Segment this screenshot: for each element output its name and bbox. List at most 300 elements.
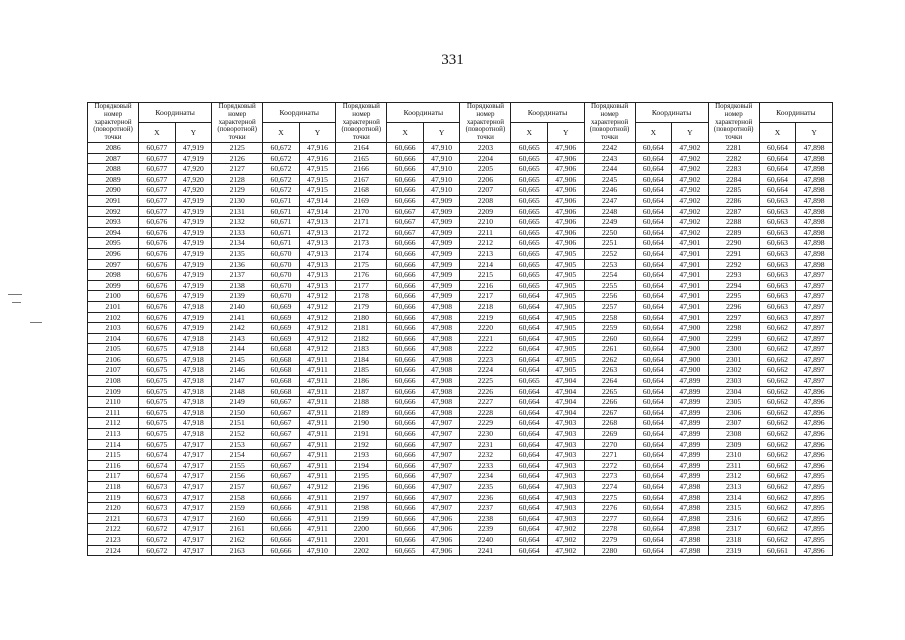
point-number-cell: 2217 bbox=[460, 291, 511, 302]
y-coordinate-cell: 47,896 bbox=[796, 439, 833, 450]
point-number-cell: 2265 bbox=[584, 386, 635, 397]
header-coordinates: Координаты bbox=[263, 103, 336, 123]
x-coordinate-cell: 60,665 bbox=[511, 217, 548, 228]
x-coordinate-cell: 60,677 bbox=[139, 143, 176, 154]
y-coordinate-cell: 47,901 bbox=[672, 291, 709, 302]
x-coordinate-cell: 60,664 bbox=[635, 376, 672, 387]
point-number-cell: 2139 bbox=[212, 291, 263, 302]
x-coordinate-cell: 60,668 bbox=[263, 376, 300, 387]
point-number-cell: 2198 bbox=[336, 503, 387, 514]
point-number-cell: 2105 bbox=[88, 344, 139, 355]
x-coordinate-cell: 60,666 bbox=[263, 524, 300, 535]
x-coordinate-cell: 60,666 bbox=[387, 280, 424, 291]
x-coordinate-cell: 60,662 bbox=[759, 439, 796, 450]
x-coordinate-cell: 60,664 bbox=[511, 344, 548, 355]
x-coordinate-cell: 60,664 bbox=[635, 227, 672, 238]
point-number-cell: 2254 bbox=[584, 270, 635, 281]
x-coordinate-cell: 60,666 bbox=[387, 365, 424, 376]
y-coordinate-cell: 47,895 bbox=[796, 534, 833, 545]
y-coordinate-cell: 47,918 bbox=[175, 365, 212, 376]
x-coordinate-cell: 60,666 bbox=[387, 376, 424, 387]
x-coordinate-cell: 60,662 bbox=[759, 492, 796, 503]
y-coordinate-cell: 47,906 bbox=[547, 174, 584, 185]
x-coordinate-cell: 60,675 bbox=[139, 365, 176, 376]
x-coordinate-cell: 60,672 bbox=[139, 524, 176, 535]
point-number-cell: 2309 bbox=[708, 439, 759, 450]
y-coordinate-cell: 47,902 bbox=[672, 206, 709, 217]
y-coordinate-cell: 47,911 bbox=[299, 397, 336, 408]
x-coordinate-cell: 60,666 bbox=[387, 195, 424, 206]
y-coordinate-cell: 47,907 bbox=[423, 482, 460, 493]
point-number-cell: 2316 bbox=[708, 513, 759, 524]
header-point-number: Порядковый номер характерной (поворотной) точки bbox=[708, 103, 759, 143]
point-number-cell: 2109 bbox=[88, 386, 139, 397]
point-number-cell: 2147 bbox=[212, 376, 263, 387]
y-coordinate-cell: 47,898 bbox=[796, 217, 833, 228]
table-row bbox=[88, 492, 833, 503]
point-number-cell: 2299 bbox=[708, 333, 759, 344]
y-coordinate-cell: 47,903 bbox=[547, 418, 584, 429]
y-coordinate-cell: 47,898 bbox=[796, 174, 833, 185]
y-coordinate-cell: 47,911 bbox=[299, 534, 336, 545]
y-coordinate-cell: 47,905 bbox=[547, 248, 584, 259]
point-number-cell: 2190 bbox=[336, 418, 387, 429]
x-coordinate-cell: 60,666 bbox=[387, 492, 424, 503]
point-number-cell: 2315 bbox=[708, 503, 759, 514]
point-number-cell: 2224 bbox=[460, 365, 511, 376]
header-coordinates: Координаты bbox=[635, 103, 708, 123]
point-number-cell: 2120 bbox=[88, 503, 139, 514]
y-coordinate-cell: 47,903 bbox=[547, 513, 584, 524]
x-coordinate-cell: 60,662 bbox=[759, 323, 796, 334]
x-coordinate-cell: 60,667 bbox=[263, 471, 300, 482]
x-coordinate-cell: 60,664 bbox=[511, 397, 548, 408]
x-coordinate-cell: 60,664 bbox=[511, 545, 548, 556]
y-coordinate-cell: 47,895 bbox=[796, 492, 833, 503]
x-coordinate-cell: 60,664 bbox=[511, 482, 548, 493]
x-coordinate-cell: 60,666 bbox=[387, 386, 424, 397]
x-coordinate-cell: 60,667 bbox=[263, 439, 300, 450]
x-coordinate-cell: 60,662 bbox=[759, 503, 796, 514]
x-coordinate-cell: 60,664 bbox=[511, 429, 548, 440]
y-coordinate-cell: 47,899 bbox=[672, 376, 709, 387]
x-coordinate-cell: 60,662 bbox=[759, 386, 796, 397]
x-coordinate-cell: 60,666 bbox=[387, 259, 424, 270]
point-number-cell: 2140 bbox=[212, 301, 263, 312]
x-coordinate-cell: 60,666 bbox=[387, 143, 424, 154]
y-coordinate-cell: 47,912 bbox=[299, 301, 336, 312]
point-number-cell: 2124 bbox=[88, 545, 139, 556]
point-number-cell: 2262 bbox=[584, 354, 635, 365]
table-row bbox=[88, 545, 833, 556]
y-coordinate-cell: 47,920 bbox=[175, 185, 212, 196]
x-coordinate-cell: 60,664 bbox=[511, 354, 548, 365]
x-coordinate-cell: 60,666 bbox=[387, 291, 424, 302]
table-row bbox=[88, 301, 833, 312]
header-x: X bbox=[387, 123, 424, 143]
y-coordinate-cell: 47,902 bbox=[547, 534, 584, 545]
point-number-cell: 2137 bbox=[212, 270, 263, 281]
x-coordinate-cell: 60,665 bbox=[511, 164, 548, 175]
x-coordinate-cell: 60,664 bbox=[635, 492, 672, 503]
x-coordinate-cell: 60,673 bbox=[139, 492, 176, 503]
point-number-cell: 2272 bbox=[584, 460, 635, 471]
y-coordinate-cell: 47,905 bbox=[547, 323, 584, 334]
x-coordinate-cell: 60,670 bbox=[263, 259, 300, 270]
point-number-cell: 2138 bbox=[212, 280, 263, 291]
point-number-cell: 2291 bbox=[708, 248, 759, 259]
y-coordinate-cell: 47,903 bbox=[547, 429, 584, 440]
point-number-cell: 2264 bbox=[584, 376, 635, 387]
y-coordinate-cell: 47,908 bbox=[423, 376, 460, 387]
x-coordinate-cell: 60,662 bbox=[759, 344, 796, 355]
x-coordinate-cell: 60,664 bbox=[635, 153, 672, 164]
point-number-cell: 2282 bbox=[708, 153, 759, 164]
y-coordinate-cell: 47,903 bbox=[547, 439, 584, 450]
x-coordinate-cell: 60,665 bbox=[511, 206, 548, 217]
point-number-cell: 2214 bbox=[460, 259, 511, 270]
point-number-cell: 2281 bbox=[708, 143, 759, 154]
y-coordinate-cell: 47,902 bbox=[672, 164, 709, 175]
point-number-cell: 2248 bbox=[584, 206, 635, 217]
x-coordinate-cell: 60,666 bbox=[387, 174, 424, 185]
y-coordinate-cell: 47,919 bbox=[175, 195, 212, 206]
x-coordinate-cell: 60,667 bbox=[263, 397, 300, 408]
y-coordinate-cell: 47,898 bbox=[672, 482, 709, 493]
x-coordinate-cell: 60,664 bbox=[511, 471, 548, 482]
x-coordinate-cell: 60,664 bbox=[635, 217, 672, 228]
y-coordinate-cell: 47,908 bbox=[423, 397, 460, 408]
point-number-cell: 2197 bbox=[336, 492, 387, 503]
x-coordinate-cell: 60,664 bbox=[635, 291, 672, 302]
y-coordinate-cell: 47,918 bbox=[175, 397, 212, 408]
y-coordinate-cell: 47,909 bbox=[423, 270, 460, 281]
y-coordinate-cell: 47,906 bbox=[547, 185, 584, 196]
point-number-cell: 2212 bbox=[460, 238, 511, 249]
x-coordinate-cell: 60,663 bbox=[759, 238, 796, 249]
point-number-cell: 2126 bbox=[212, 153, 263, 164]
x-coordinate-cell: 60,662 bbox=[759, 407, 796, 418]
y-coordinate-cell: 47,903 bbox=[547, 482, 584, 493]
y-coordinate-cell: 47,915 bbox=[299, 174, 336, 185]
y-coordinate-cell: 47,899 bbox=[672, 418, 709, 429]
point-number-cell: 2195 bbox=[336, 471, 387, 482]
y-coordinate-cell: 47,906 bbox=[547, 227, 584, 238]
y-coordinate-cell: 47,917 bbox=[175, 492, 212, 503]
point-number-cell: 2121 bbox=[88, 513, 139, 524]
point-number-cell: 2286 bbox=[708, 195, 759, 206]
point-number-cell: 2127 bbox=[212, 164, 263, 175]
point-number-cell: 2303 bbox=[708, 376, 759, 387]
point-number-cell: 2305 bbox=[708, 397, 759, 408]
y-coordinate-cell: 47,915 bbox=[299, 164, 336, 175]
x-coordinate-cell: 60,675 bbox=[139, 418, 176, 429]
x-coordinate-cell: 60,675 bbox=[139, 386, 176, 397]
y-coordinate-cell: 47,919 bbox=[175, 153, 212, 164]
x-coordinate-cell: 60,677 bbox=[139, 185, 176, 196]
point-number-cell: 2097 bbox=[88, 259, 139, 270]
x-coordinate-cell: 60,664 bbox=[635, 270, 672, 281]
y-coordinate-cell: 47,909 bbox=[423, 291, 460, 302]
table-row bbox=[88, 365, 833, 376]
point-number-cell: 2245 bbox=[584, 174, 635, 185]
point-number-cell: 2225 bbox=[460, 376, 511, 387]
x-coordinate-cell: 60,664 bbox=[511, 450, 548, 461]
y-coordinate-cell: 47,918 bbox=[175, 386, 212, 397]
x-coordinate-cell: 60,675 bbox=[139, 344, 176, 355]
point-number-cell: 2255 bbox=[584, 280, 635, 291]
y-coordinate-cell: 47,918 bbox=[175, 354, 212, 365]
table-row bbox=[88, 439, 833, 450]
header-y: Y bbox=[175, 123, 212, 143]
point-number-cell: 2296 bbox=[708, 301, 759, 312]
point-number-cell: 2122 bbox=[88, 524, 139, 535]
point-number-cell: 2283 bbox=[708, 164, 759, 175]
point-number-cell: 2123 bbox=[88, 534, 139, 545]
x-coordinate-cell: 60,664 bbox=[635, 386, 672, 397]
x-coordinate-cell: 60,664 bbox=[635, 259, 672, 270]
y-coordinate-cell: 47,898 bbox=[796, 259, 833, 270]
point-number-cell: 2249 bbox=[584, 217, 635, 228]
y-coordinate-cell: 47,899 bbox=[672, 429, 709, 440]
x-coordinate-cell: 60,664 bbox=[635, 312, 672, 323]
y-coordinate-cell: 47,908 bbox=[423, 301, 460, 312]
y-coordinate-cell: 47,906 bbox=[547, 238, 584, 249]
point-number-cell: 2201 bbox=[336, 534, 387, 545]
point-number-cell: 2318 bbox=[708, 534, 759, 545]
table-row bbox=[88, 217, 833, 228]
x-coordinate-cell: 60,673 bbox=[139, 513, 176, 524]
y-coordinate-cell: 47,911 bbox=[299, 492, 336, 503]
point-number-cell: 2319 bbox=[708, 545, 759, 556]
y-coordinate-cell: 47,911 bbox=[299, 471, 336, 482]
table-row bbox=[88, 323, 833, 334]
point-number-cell: 2160 bbox=[212, 513, 263, 524]
point-number-cell: 2292 bbox=[708, 259, 759, 270]
x-coordinate-cell: 60,664 bbox=[635, 418, 672, 429]
point-number-cell: 2261 bbox=[584, 344, 635, 355]
point-number-cell: 2191 bbox=[336, 429, 387, 440]
point-number-cell: 2181 bbox=[336, 323, 387, 334]
x-coordinate-cell: 60,662 bbox=[759, 513, 796, 524]
point-number-cell: 2156 bbox=[212, 471, 263, 482]
table-row bbox=[88, 185, 833, 196]
table-row bbox=[88, 354, 833, 365]
x-coordinate-cell: 60,675 bbox=[139, 439, 176, 450]
point-number-cell: 2242 bbox=[584, 143, 635, 154]
x-coordinate-cell: 60,664 bbox=[635, 365, 672, 376]
y-coordinate-cell: 47,898 bbox=[796, 238, 833, 249]
point-number-cell: 2119 bbox=[88, 492, 139, 503]
point-number-cell: 2252 bbox=[584, 248, 635, 259]
x-coordinate-cell: 60,664 bbox=[635, 545, 672, 556]
x-coordinate-cell: 60,669 bbox=[263, 323, 300, 334]
x-coordinate-cell: 60,666 bbox=[387, 333, 424, 344]
y-coordinate-cell: 47,896 bbox=[796, 429, 833, 440]
point-number-cell: 2271 bbox=[584, 450, 635, 461]
y-coordinate-cell: 47,911 bbox=[299, 354, 336, 365]
header-y: Y bbox=[299, 123, 336, 143]
point-number-cell: 2180 bbox=[336, 312, 387, 323]
point-number-cell: 2290 bbox=[708, 238, 759, 249]
y-coordinate-cell: 47,908 bbox=[423, 407, 460, 418]
x-coordinate-cell: 60,666 bbox=[387, 323, 424, 334]
x-coordinate-cell: 60,676 bbox=[139, 323, 176, 334]
y-coordinate-cell: 47,919 bbox=[175, 238, 212, 249]
y-coordinate-cell: 47,907 bbox=[423, 429, 460, 440]
table-row bbox=[88, 280, 833, 291]
x-coordinate-cell: 60,666 bbox=[387, 450, 424, 461]
table-row bbox=[88, 513, 833, 524]
point-number-cell: 2188 bbox=[336, 397, 387, 408]
x-coordinate-cell: 60,674 bbox=[139, 471, 176, 482]
point-number-cell: 2269 bbox=[584, 429, 635, 440]
y-coordinate-cell: 47,908 bbox=[423, 365, 460, 376]
y-coordinate-cell: 47,896 bbox=[796, 450, 833, 461]
header-point-number: Порядковый номер характерной (поворотной) точки bbox=[584, 103, 635, 143]
y-coordinate-cell: 47,897 bbox=[796, 333, 833, 344]
point-number-cell: 2304 bbox=[708, 386, 759, 397]
y-coordinate-cell: 47,900 bbox=[672, 323, 709, 334]
y-coordinate-cell: 47,910 bbox=[423, 174, 460, 185]
x-coordinate-cell: 60,662 bbox=[759, 450, 796, 461]
x-coordinate-cell: 60,661 bbox=[759, 545, 796, 556]
point-number-cell: 2166 bbox=[336, 164, 387, 175]
x-coordinate-cell: 60,670 bbox=[263, 248, 300, 259]
point-number-cell: 2276 bbox=[584, 503, 635, 514]
table-row bbox=[88, 534, 833, 545]
point-number-cell: 2186 bbox=[336, 376, 387, 387]
point-number-cell: 2226 bbox=[460, 386, 511, 397]
point-number-cell: 2310 bbox=[708, 450, 759, 461]
y-coordinate-cell: 47,905 bbox=[547, 344, 584, 355]
point-number-cell: 2182 bbox=[336, 333, 387, 344]
y-coordinate-cell: 47,899 bbox=[672, 450, 709, 461]
y-coordinate-cell: 47,911 bbox=[299, 524, 336, 535]
y-coordinate-cell: 47,895 bbox=[796, 513, 833, 524]
point-number-cell: 2094 bbox=[88, 227, 139, 238]
x-coordinate-cell: 60,671 bbox=[263, 217, 300, 228]
point-number-cell: 2088 bbox=[88, 164, 139, 175]
point-number-cell: 2178 bbox=[336, 291, 387, 302]
y-coordinate-cell: 47,919 bbox=[175, 143, 212, 154]
point-number-cell: 2232 bbox=[460, 450, 511, 461]
y-coordinate-cell: 47,897 bbox=[796, 270, 833, 281]
point-number-cell: 2108 bbox=[88, 376, 139, 387]
point-number-cell: 2258 bbox=[584, 312, 635, 323]
point-number-cell: 2115 bbox=[88, 450, 139, 461]
y-coordinate-cell: 47,896 bbox=[796, 397, 833, 408]
y-coordinate-cell: 47,900 bbox=[672, 365, 709, 376]
y-coordinate-cell: 47,906 bbox=[547, 143, 584, 154]
point-number-cell: 2268 bbox=[584, 418, 635, 429]
y-coordinate-cell: 47,919 bbox=[175, 259, 212, 270]
point-number-cell: 2172 bbox=[336, 227, 387, 238]
y-coordinate-cell: 47,908 bbox=[423, 312, 460, 323]
point-number-cell: 2090 bbox=[88, 185, 139, 196]
x-coordinate-cell: 60,664 bbox=[635, 185, 672, 196]
table-row bbox=[88, 429, 833, 440]
point-number-cell: 2091 bbox=[88, 195, 139, 206]
point-number-cell: 2155 bbox=[212, 460, 263, 471]
x-coordinate-cell: 60,664 bbox=[635, 460, 672, 471]
x-coordinate-cell: 60,663 bbox=[759, 291, 796, 302]
y-coordinate-cell: 47,905 bbox=[547, 280, 584, 291]
point-number-cell: 2157 bbox=[212, 482, 263, 493]
point-number-cell: 2218 bbox=[460, 301, 511, 312]
point-number-cell: 2297 bbox=[708, 312, 759, 323]
x-coordinate-cell: 60,676 bbox=[139, 248, 176, 259]
y-coordinate-cell: 47,918 bbox=[175, 418, 212, 429]
point-number-cell: 2141 bbox=[212, 312, 263, 323]
x-coordinate-cell: 60,670 bbox=[263, 280, 300, 291]
y-coordinate-cell: 47,911 bbox=[299, 450, 336, 461]
x-coordinate-cell: 60,668 bbox=[263, 365, 300, 376]
x-coordinate-cell: 60,664 bbox=[511, 524, 548, 535]
y-coordinate-cell: 47,898 bbox=[672, 545, 709, 556]
point-number-cell: 2241 bbox=[460, 545, 511, 556]
point-number-cell: 2223 bbox=[460, 354, 511, 365]
header-coordinates: Координаты bbox=[139, 103, 212, 123]
x-coordinate-cell: 60,666 bbox=[387, 534, 424, 545]
x-coordinate-cell: 60,672 bbox=[139, 545, 176, 556]
x-coordinate-cell: 60,664 bbox=[635, 280, 672, 291]
x-coordinate-cell: 60,666 bbox=[387, 429, 424, 440]
x-coordinate-cell: 60,666 bbox=[387, 185, 424, 196]
y-coordinate-cell: 47,905 bbox=[547, 301, 584, 312]
y-coordinate-cell: 47,917 bbox=[175, 545, 212, 556]
point-number-cell: 2227 bbox=[460, 397, 511, 408]
point-number-cell: 2317 bbox=[708, 524, 759, 535]
x-coordinate-cell: 60,665 bbox=[511, 238, 548, 249]
y-coordinate-cell: 47,902 bbox=[672, 185, 709, 196]
x-coordinate-cell: 60,666 bbox=[387, 248, 424, 259]
point-number-cell: 2095 bbox=[88, 238, 139, 249]
y-coordinate-cell: 47,911 bbox=[299, 460, 336, 471]
x-coordinate-cell: 60,672 bbox=[139, 534, 176, 545]
point-number-cell: 2256 bbox=[584, 291, 635, 302]
x-coordinate-cell: 60,669 bbox=[263, 333, 300, 344]
point-number-cell: 2175 bbox=[336, 259, 387, 270]
x-coordinate-cell: 60,664 bbox=[759, 185, 796, 196]
x-coordinate-cell: 60,664 bbox=[759, 174, 796, 185]
y-coordinate-cell: 47,907 bbox=[423, 460, 460, 471]
table-row bbox=[88, 227, 833, 238]
y-coordinate-cell: 47,919 bbox=[175, 206, 212, 217]
y-coordinate-cell: 47,911 bbox=[299, 439, 336, 450]
point-number-cell: 2230 bbox=[460, 429, 511, 440]
x-coordinate-cell: 60,662 bbox=[759, 397, 796, 408]
y-coordinate-cell: 47,898 bbox=[672, 503, 709, 514]
x-coordinate-cell: 60,667 bbox=[263, 482, 300, 493]
point-number-cell: 2189 bbox=[336, 407, 387, 418]
y-coordinate-cell: 47,918 bbox=[175, 376, 212, 387]
point-number-cell: 2206 bbox=[460, 174, 511, 185]
point-number-cell: 2207 bbox=[460, 185, 511, 196]
x-coordinate-cell: 60,664 bbox=[635, 471, 672, 482]
y-coordinate-cell: 47,909 bbox=[423, 280, 460, 291]
y-coordinate-cell: 47,896 bbox=[796, 460, 833, 471]
point-number-cell: 2151 bbox=[212, 418, 263, 429]
y-coordinate-cell: 47,899 bbox=[672, 407, 709, 418]
y-coordinate-cell: 47,900 bbox=[672, 344, 709, 355]
scan-mark bbox=[30, 322, 42, 323]
x-coordinate-cell: 60,662 bbox=[759, 418, 796, 429]
y-coordinate-cell: 47,904 bbox=[547, 407, 584, 418]
point-number-cell: 2208 bbox=[460, 195, 511, 206]
point-number-cell: 2110 bbox=[88, 397, 139, 408]
y-coordinate-cell: 47,900 bbox=[672, 354, 709, 365]
